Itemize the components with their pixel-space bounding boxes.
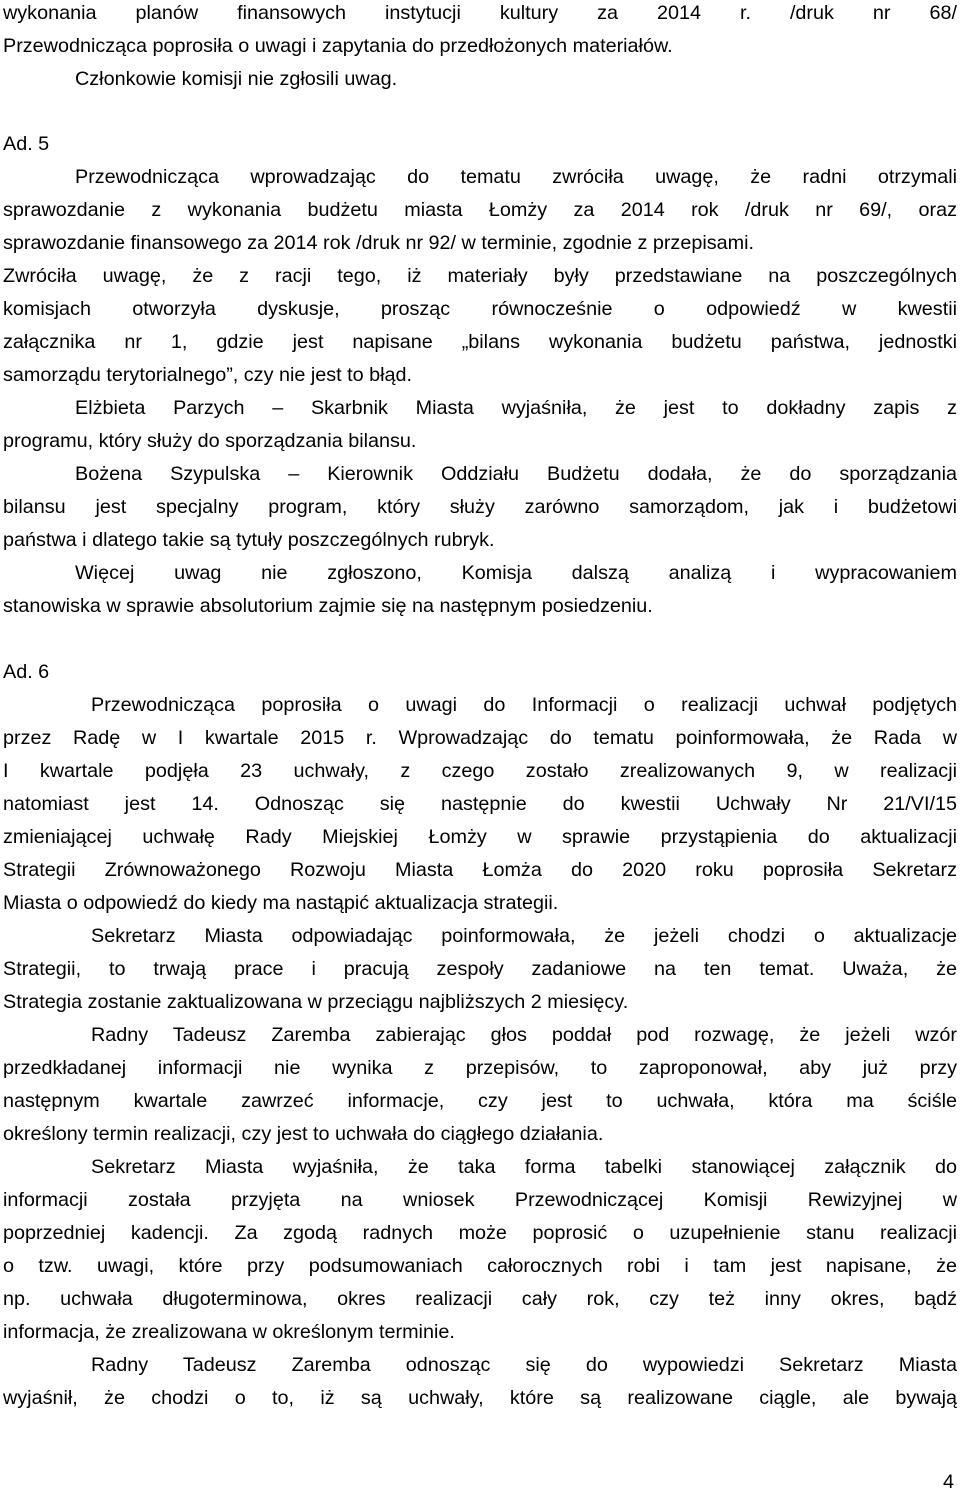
page-number: 4 xyxy=(942,1471,954,1493)
text-line: Przewodnicząca poprosiła o uwagi do Informacji o realizacji uchwał podjętych xyxy=(91,694,957,716)
text-line: zmieniającej uchwałę Rady Miejskiej Łomży w sprawie przystąpienia do aktualizacji xyxy=(3,826,957,848)
text-line: natomiast jest 14. Odnosząc się następnie do kwestii Uchwały Nr 21/VI/15 xyxy=(3,793,957,815)
text-line: wykonania planów finansowych instytucji kultury za 2014 r. /druk nr 68/ xyxy=(3,2,957,24)
text-line: przedkładanej informacji nie wynika z przepisów, to zaproponował, aby już przy xyxy=(3,1057,957,1079)
text-line: poprzedniej kadencji. Za zgodą radnych może poprosić o uzupełnienie stanu realizacji xyxy=(3,1222,957,1244)
text-line: następnym kwartale zawrzeć informacje, czy jest to uchwała, która ma ściśle xyxy=(3,1090,957,1112)
text-line: sprawozdanie z wykonania budżetu miasta Łomży za 2014 rok /druk nr 69/, oraz xyxy=(3,199,957,221)
text-line: Przewodnicząca wprowadzając do tematu zwróciła uwagę, że radni otrzymali xyxy=(75,166,957,188)
text-line: I kwartale podjęła 23 uchwały, z czego zostało zrealizowanych 9, w realizacji xyxy=(3,760,957,782)
text-line: komisjach otworzyła dyskusje, prosząc równocześnie o odpowiedź w kwestii xyxy=(3,298,957,320)
section-heading: Ad. 6 xyxy=(3,661,50,683)
text-line: Radny Tadeusz Zaremba zabierając głos poddał pod rozwagę, że jeżeli wzór xyxy=(91,1024,957,1046)
text-line: państwa i dlatego takie są tytuły poszczególnych rubryk. xyxy=(3,529,495,551)
text-line: wyjaśnił, że chodzi o to, iż są uchwały, które są realizowane ciągle, ale bywają xyxy=(3,1387,957,1409)
text-line: przez Radę w I kwartale 2015 r. Wprowadzając do tematu poinformowała, że Rada w xyxy=(3,727,957,749)
text-line: Miasta o odpowiedź do kiedy ma nastąpić aktualizacja strategii. xyxy=(3,892,559,914)
text-line: określony termin realizacji, czy jest to uchwała do ciągłego działania. xyxy=(3,1123,604,1145)
text-line: o tzw. uwagi, które przy podsumowaniach całorocznych robi i tam jest napisane, że xyxy=(3,1255,957,1277)
text-line: bilansu jest specjalny program, który służy zarówno samorządom, jak i budżetowi xyxy=(3,496,957,518)
text-line: Elżbieta Parzych – Skarbnik Miasta wyjaśniła, że jest to dokładny zapis z xyxy=(75,397,957,419)
section-heading: Ad. 5 xyxy=(3,133,50,155)
text-line: stanowiska w sprawie absolutorium zajmie się na następnym posiedzeniu. xyxy=(3,595,653,617)
text-line: programu, który służy do sporządzania bilansu. xyxy=(3,430,417,452)
text-line: Więcej uwag nie zgłoszono, Komisja dalszą analizą i wypracowaniem xyxy=(75,562,957,584)
text-line: informacja, że zrealizowana w określonym terminie. xyxy=(3,1321,455,1343)
text-line: np. uchwała długoterminowa, okres realizacji cały rok, czy też inny okres, bądź xyxy=(3,1288,957,1310)
text-line: Radny Tadeusz Zaremba odnosząc się do wypowiedzi Sekretarz Miasta xyxy=(91,1354,957,1376)
text-line: Strategia zostanie zaktualizowana w przeciągu najbliższych 2 miesięcy. xyxy=(3,991,629,1013)
text-line: Strategii Zrównoważonego Rozwoju Miasta Łomża do 2020 roku poprosiła Sekretarz xyxy=(3,859,957,881)
text-line: Sekretarz Miasta wyjaśniła, że taka forma tabelki stanowiącej załącznik do xyxy=(91,1156,957,1178)
text-line: załącznika nr 1, gdzie jest napisane „bilans wykonania budżetu państwa, jednostki xyxy=(3,331,957,353)
text-line: Strategii, to trwają prace i pracują zespoły zadaniowe na ten temat. Uważa, że xyxy=(3,958,957,980)
text-line: informacji została przyjęta na wniosek Przewodniczącej Komisji Rewizyjnej w xyxy=(3,1189,957,1211)
text-line: sprawozdanie finansowego za 2014 rok /druk nr 92/ w terminie, zgodnie z przepisami. xyxy=(3,232,754,254)
text-line: Sekretarz Miasta odpowiadając poinformowała, że jeżeli chodzi o aktualizacje xyxy=(91,925,957,947)
text-line: samorządu terytorialnego”, czy nie jest to błąd. xyxy=(3,364,413,386)
text-line: Bożena Szypulska – Kierownik Oddziału Budżetu dodała, że do sporządzania xyxy=(75,463,957,485)
text-line: Członkowie komisji nie zgłosili uwag. xyxy=(75,68,398,90)
text-line: Przewodnicząca poprosiła o uwagi i zapytania do przedłożonych materiałów. xyxy=(3,35,673,57)
text-line: Zwróciła uwagę, że z racji tego, iż materiały były przedstawiane na poszczególnych xyxy=(3,265,957,287)
